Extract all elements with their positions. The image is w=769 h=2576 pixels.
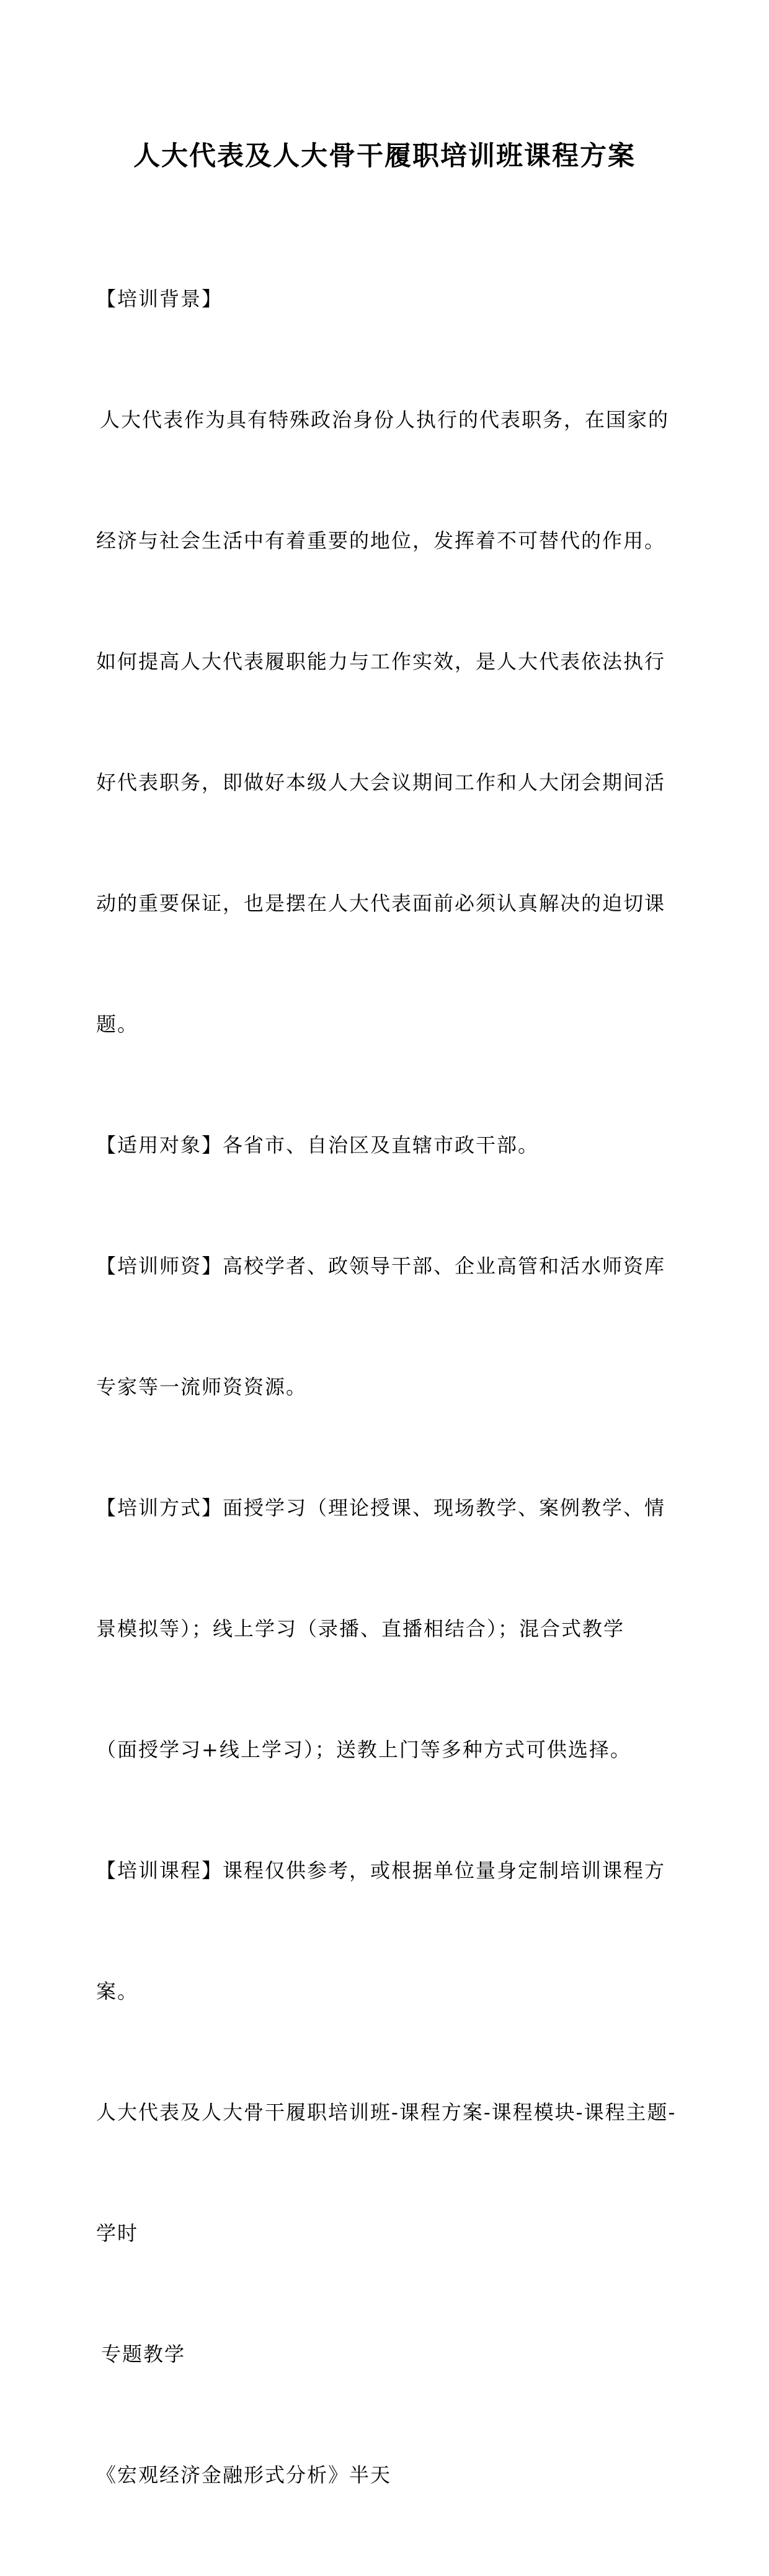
course-module: 专题教学 [101,2342,186,2366]
course-plan-header: 人大代表及人大骨干履职培训班-课程方案-课程模块-课程主题- [96,2100,677,2124]
paragraph-line: （面授学习+线上学习）；送教上门等多种方式可供选择。 [96,1738,631,1761]
paragraph-line: 动的重要保证，也是摆在人大代表面前必须认真解决的迫切课 [96,892,666,915]
section-faculty: 【培训师资】高校学者、政领导干部、企业高管和活水师资库 [96,1254,666,1278]
paragraph-line: 专家等一流师资资源。 [96,1375,308,1399]
paragraph-line: 人大代表作为具有特殊政治身份人执行的代表职务，在国家的 [100,408,670,432]
paragraph-line: 如何提高人大代表履职能力与工作实效，是人大代表依法执行 [96,650,666,673]
section-training-method: 【培训方式】面授学习（理论授课、现场教学、案例教学、情 [96,1496,666,1520]
paragraph-line: 学时 [96,2221,139,2245]
section-heading-background: 【培训背景】 [96,287,223,311]
paragraph-line: 题。 [96,1012,139,1036]
document-title: 人大代表及人大骨干履职培训班课程方案 [133,141,636,172]
document-body [96,198,677,2576]
section-target-audience: 【适用对象】各省市、自治区及直辖市政干部。 [96,1133,540,1157]
paragraph-line: 经济与社会生活中有着重要的地位，发挥着不可替代的作用。 [96,529,666,552]
course-topic: 《宏观经济金融形式分析》半天 [96,2463,392,2487]
paragraph-line: 景模拟等）；线上学习（录播、直播相结合）；混合式教学 [96,1617,625,1640]
section-training-courses: 【培训课程】课程仅供参考，或根据单位量身定制培训课程方 [96,1859,666,1882]
paragraph-line: 好代表职务，即做好本级人大会议期间工作和人大闭会期间活 [96,771,666,794]
paragraph-line: 案。 [96,1980,139,2003]
